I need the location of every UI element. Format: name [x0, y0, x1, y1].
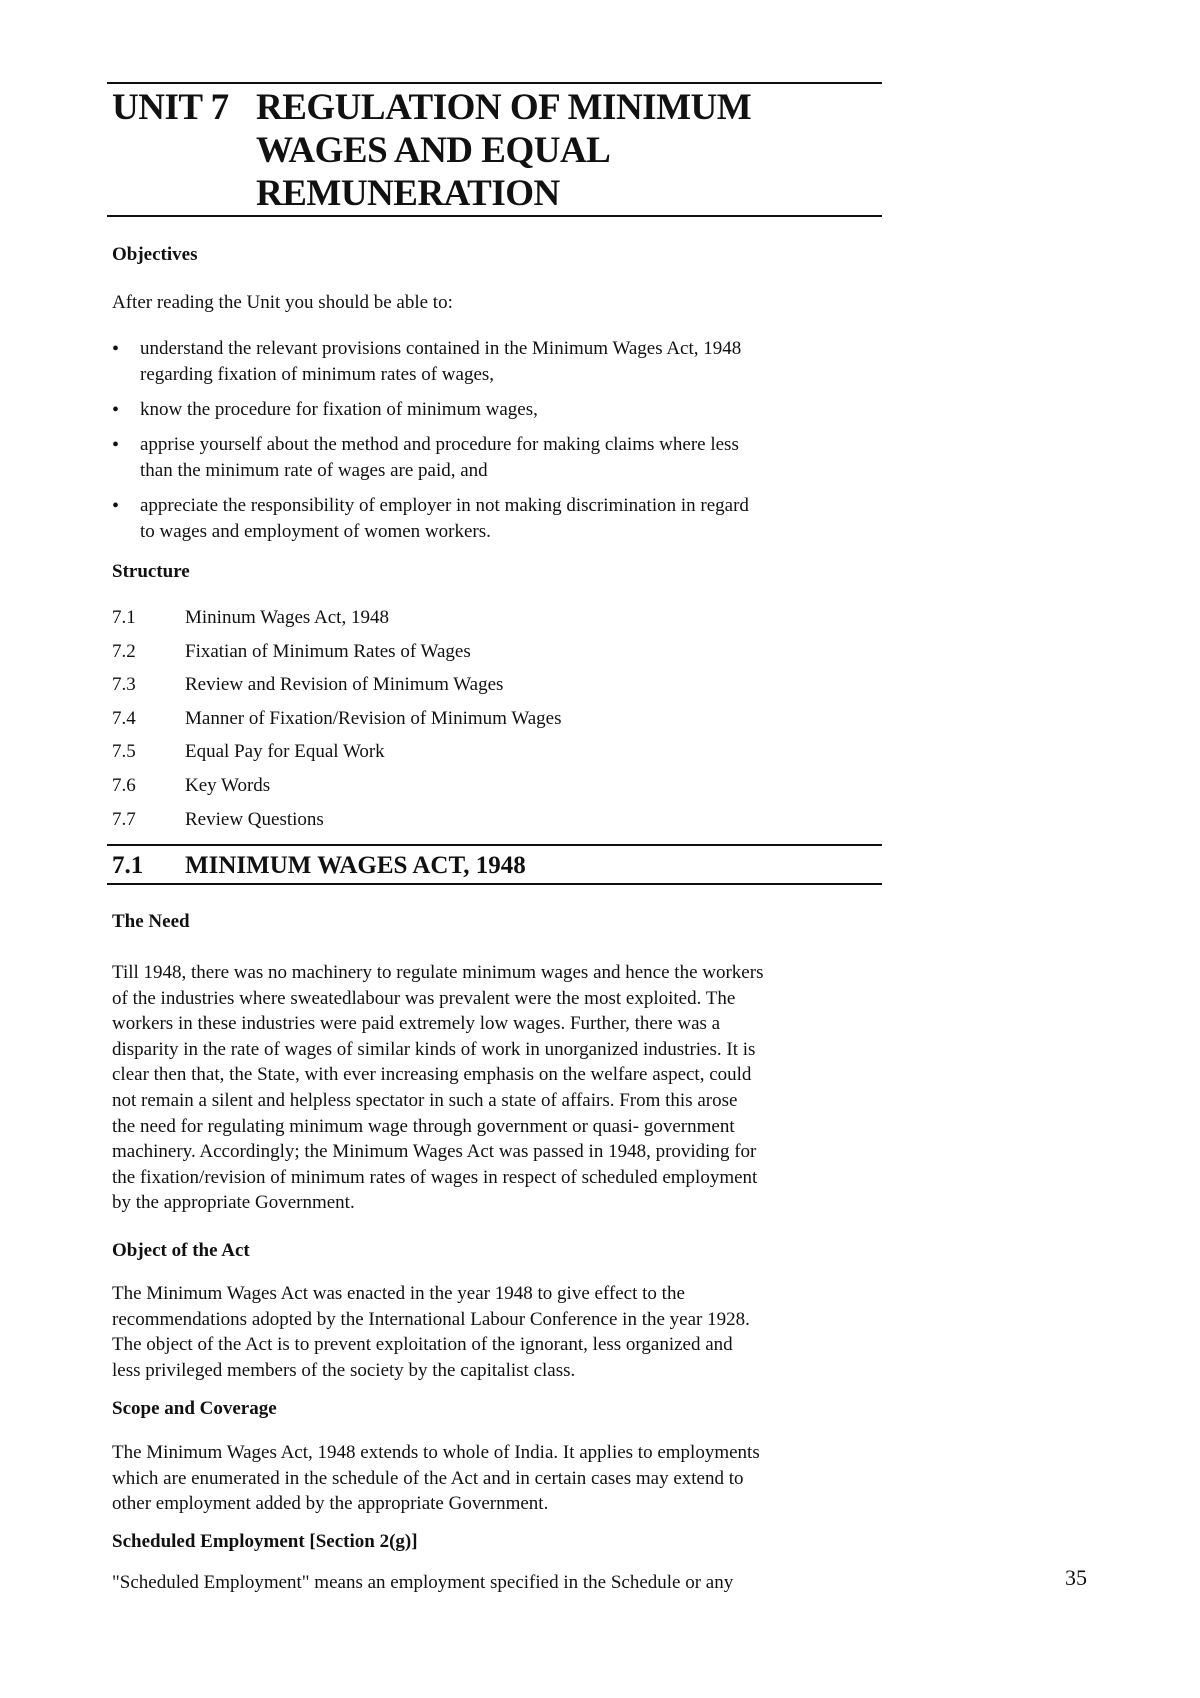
structure-item: 7.7 Review Questions — [112, 808, 324, 830]
objectives-list — [112, 336, 882, 554]
section-bottom-rule — [107, 883, 882, 885]
objectives-heading: Objectives — [112, 244, 198, 265]
object-paragraph: The Minimum Wages Act was enacted in the year 1948 to give effect to the recommendations adopted by the International Labour Conference in the year 1928. The object of the Act is to prevent exploitation of the ignorant, less organized and less privileged members of the society by the capitalist class. — [112, 1283, 750, 1381]
title-bottom-rule — [107, 215, 882, 217]
bullet-icon: • — [112, 338, 120, 360]
list-item: • know the procedure for fixation of minimum wages, — [112, 399, 538, 421]
section-heading: 7.1 MINIMUM WAGES ACT, 1948 — [112, 852, 526, 879]
structure-item: 7.5 Equal Pay for Equal Work — [112, 741, 385, 763]
list-item: • understand the relevant provisions contained in the Minimum Wages Act, 1948 regarding fixation of minimum rates of wages, — [112, 338, 742, 385]
structure-item: 7.3 Review and Revision of Minimum Wages — [112, 674, 504, 696]
need-paragraph: Till 1948, there was no machinery to regulate minimum wages and hence the workers of the industries where sweatedlabour was prevalent were the most exploited. The workers in these industries were paid extremely low wages. Further, there was a disparity in the rate of wages of similar kinds of work in unorganized industries. It is clear then that, the State, with ever increasing emphasis on the welfare aspect, could not remain a silent and helpless spectator in such a state of affairs. From this arose the need for regulating minimum wage through government or quasi- government machinery. Accordingly; the Minimum Wages Act was passed in 1948, providing for the fixation/revision of minimum rates of wages in respect of scheduled employment by the appropriate Government. — [112, 962, 764, 1214]
section-top-rule — [107, 844, 882, 846]
structure-heading: Structure — [112, 561, 190, 582]
list-item: • appreciate the responsibility of employer in not making discrimination in regard to wages and employment of women workers. — [112, 495, 749, 542]
scope-paragraph: The Minimum Wages Act, 1948 extends to whole of India. It applies to employments which are enumerated in the schedule of the Act and in certain cases may extend to other employment added by the appropriate Government. — [112, 1442, 760, 1515]
scope-heading: Scope and Coverage — [112, 1398, 277, 1419]
bullet-icon: • — [112, 495, 120, 517]
structure-list — [112, 601, 812, 836]
unit-title — [256, 86, 876, 215]
bullet-icon: • — [112, 434, 120, 456]
scheduled-heading: Scheduled Employment [Section 2(g)] — [112, 1531, 418, 1552]
list-item: • apprise yourself about the method and procedure for making claims where less than the minimum rate of wages are paid, and — [112, 434, 739, 481]
structure-item: 7.2 Fixatian of Minimum Rates of Wages — [112, 640, 471, 662]
need-heading: The Need — [112, 911, 190, 932]
unit-label: UNIT 7 — [112, 87, 229, 128]
unit-title-line: REMUNERATION — [256, 173, 560, 214]
page-number: 35 — [1065, 1565, 1087, 1590]
object-heading: Object of the Act — [112, 1240, 250, 1261]
scheduled-paragraph: "Scheduled Employment" means an employment specified in the Schedule or any — [112, 1572, 734, 1593]
bullet-icon: • — [112, 399, 120, 421]
structure-item: 7.1 Mininum Wages Act, 1948 — [112, 607, 389, 628]
unit-title-line: REGULATION OF MINIMUM — [256, 87, 752, 128]
top-rule — [107, 82, 882, 84]
objectives-intro: After reading the Unit you should be able to: — [112, 292, 453, 313]
structure-item: 7.4 Manner of Fixation/Revision of Minimum Wages — [112, 707, 562, 729]
structure-item: 7.6 Key Words — [112, 774, 271, 796]
unit-title-line: WAGES AND EQUAL — [256, 130, 611, 171]
